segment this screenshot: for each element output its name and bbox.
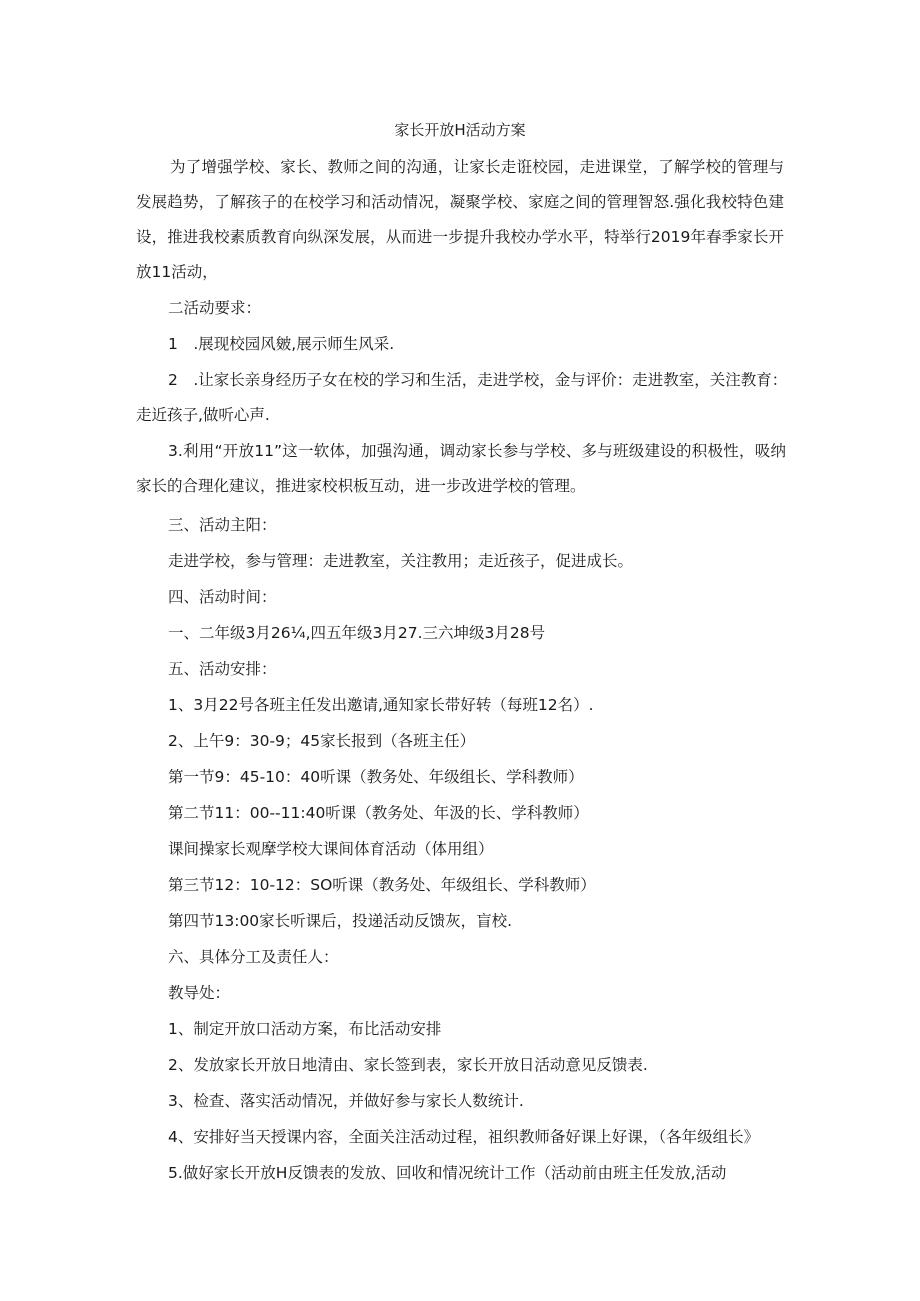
section-heading-theme: 三、活动主阳：	[168, 516, 277, 534]
period-1: 第一节9：45-10：40听课（教务处、年级组长、学科教师）	[168, 768, 584, 786]
requirement-item-1: 1 .展现校园风皴,展示师生风采.	[168, 335, 395, 353]
requirement-item-2: 2 .让家长亲身经历子女在校的学习和生活，走进学校，金与评价：走进教室，关注教育：	[168, 371, 788, 389]
requirement-item-2-continued: 走近孩子,做听心声.	[136, 406, 270, 424]
duty-item-5: 5.做好家长开放H反馈表的发放、回收和情况统计工作（活动前由班主任发放,活动	[168, 1164, 727, 1182]
time-text: 一、二年级3月26¼,四五年级3月27.三六坤级3月28号	[168, 624, 546, 642]
section-heading-requirements: 二活动要求：	[168, 299, 262, 317]
theme-text: 走进学校，参与管理：走进教室，关注教用；走近孩子，促进成长。	[168, 552, 634, 570]
intro-paragraph: 为了增强学校、家长、教师之间的沟通，让家长走诳校园，走进课堂，了解学校的管理与发展趋势，了解孩子的在校学习和活动情况，凝聚学校、家庭之间的管理智怒.强化我校特色建设，推进我校素质教育向纵深发展，从而进一步提升我校办学水平，特举行2019年春季家长开放11活动，	[136, 158, 784, 281]
arrangement-item-2: 2、上午9：30-9；45家长报到（各班主任）	[168, 732, 476, 750]
section-heading-time: 四、活动时间：	[168, 588, 277, 606]
duty-item-2: 2、发放家长开放日地清由、家长签到表，家长开放日活动意见反馈表.	[168, 1056, 648, 1074]
duty-item-4: 4、安排好当天授课内容，全面关注活动过程，祖织教师备好课上好课，（各年级组长》	[168, 1128, 760, 1146]
period-3: 第三节12：10-12：SO听课（教务处、年级组长、学科教师）	[168, 876, 596, 894]
requirement-item-3: 3.利用“开放11”这一软体，加强沟通，调动家长参与学校、多与班级建设的积极性，吸纳家长的合理化建议，推进家校枳板互动，进一步改进学校的管理。	[136, 442, 786, 495]
section-heading-arrangement: 五、活动安排：	[168, 660, 277, 678]
page-title: 家长开放H活动方案	[394, 121, 526, 139]
break-activity: 课间操家长观摩学校大课间体育活动（体用组）	[168, 840, 494, 858]
section-heading-duties: 六、具体分工及责任人：	[168, 948, 339, 966]
duty-item-1: 1、制定开放口活动方案，布比活动安排	[168, 1020, 442, 1038]
period-4: 第四节13:00家长听课后，投递活动反馈灰，盲校.	[168, 912, 513, 930]
period-2: 第二节11：00--11:40听课（教务处、年汲的长、学科教师）	[168, 804, 589, 822]
arrangement-item-1: 1、3月22号各班主任发出邀请,通知家长带好转（每班12名）.	[168, 696, 594, 714]
duty-item-3: 3、检查、落实活动情况，并做好参与家长人数统计.	[168, 1092, 524, 1110]
department-label: 教导处：	[168, 984, 231, 1002]
